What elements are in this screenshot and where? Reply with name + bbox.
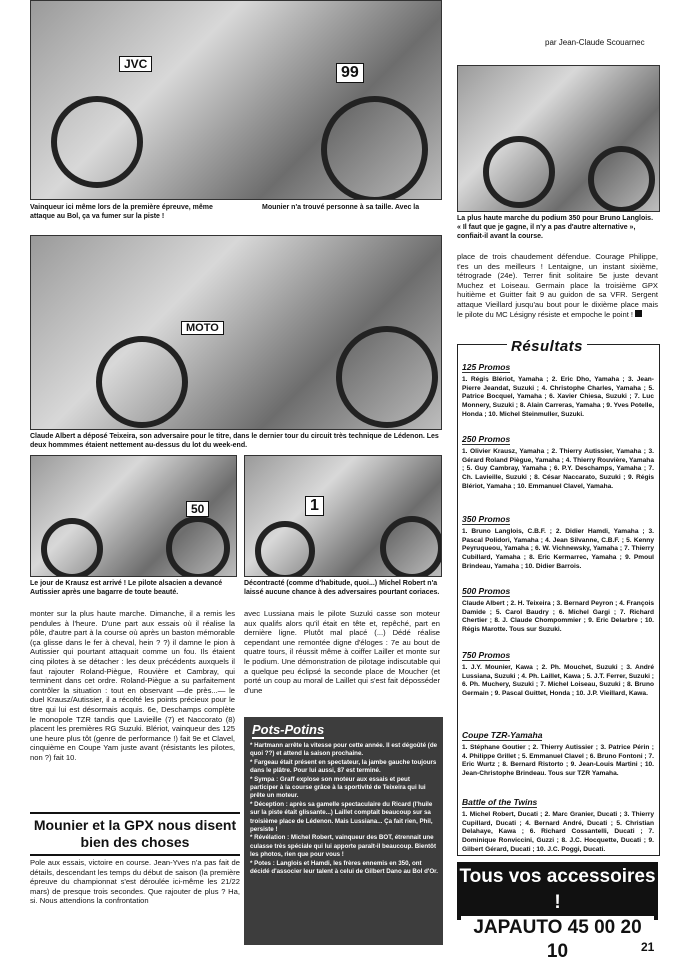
body-right-text: place de trois chaudement défendue. Courage Philippe, t'es un des meilleurs ! Lentaigne, un instant sixième, tétrograde (24e). Terrer finit solitaire 5e juste devant Muchez et Loiseau. Germain place la troisième GPX huitième et Guitter fait 9 au guidon de sa VFR. Sergent attaque Vieillard jusqu'au bout pour le dixième place mais le pilote du MC Lésigny résiste et empoche le point ! bbox=[457, 252, 658, 319]
race-plate: 99 bbox=[336, 63, 364, 83]
results-section-head bbox=[462, 650, 652, 660]
results-head-250: 250 Promos bbox=[462, 434, 511, 444]
wheel-front bbox=[483, 136, 555, 208]
results-head-750: 750 Promos bbox=[462, 650, 511, 660]
wheel-rear bbox=[336, 326, 438, 428]
wheel-front bbox=[41, 518, 103, 577]
body-mid-col: avec Lussiana mais le pilote Suzuki casse son moteur aux qualifs alors qu'il était en tête et, repêché, part en dernière ligne. Plutôt mal placé (...) Dédé réalise cependant une remontée digne d'éloges : 7e au bout de quatre tours, il réussit même à coiffer Lailler et monte sur le podium. Une démonstration de pilotage indiscutable qui a quelque peu éclipsé la seconde place de Moucher (et porté un coup au moral de Laillet qui s'est fait déposséder d'une bbox=[244, 609, 440, 695]
photo-top-right bbox=[457, 65, 660, 212]
page-number: 21 bbox=[641, 940, 655, 954]
author-byline: par Jean-Claude Scouarnec bbox=[545, 38, 645, 47]
results-section-head bbox=[462, 730, 652, 740]
caption-center: Claude Albert a déposé Teixeira, son adversaire pour le titre, dans le dernier tour du circuit très technique de Lédenon. Les deux hommmes étaient nettement au-dessus du lot du week-end. bbox=[30, 433, 439, 449]
results-head-500: 500 Promos bbox=[462, 586, 511, 596]
race-plate: 50 bbox=[186, 501, 209, 517]
results-section-text: 1. Bruno Langlois, C.B.F. ; 2. Didier Hamdi, Yamaha ; 3. Pascal Polidori, Yamaha ; 4. Jean Silvanne, C.B.F. ; 5. Kenny Peyruqueou, Yamaha ; 6. W. Vichnewsky, Yamaha ; 7. Thierry Cubillard, Yamaha ; 8. Eric Kermarrec, Yamaha ; 9. Pmoul Brindeau, Yamaha ; 10. Didier Barrois. bbox=[462, 528, 654, 570]
caption-bottom-right: Décontracté (comme d'habitude, quoi...) Michel Robert n'a laissé aucune chance à des adversaires pourtant coriaces. bbox=[244, 580, 440, 596]
body-left-col: monter sur la plus haute marche. Dimanche, il a remis les pendules à l'heure. D'une part aux essais où il réalise la pôle, d'autre part à la course où après un baston mémorable (ça glisse dans le fer à cheval, hein ? ?) il damne le pion à Autissier qui pourtant attaquait comme un fou. Ils étaient cinq pilotes à se détacher : les deux précédents auxquels il faut rajouter Roland-Piègue, Rouvière et Cambray, qui terminent dans cet ordre. Roland-Piègue a su parfaitement contrôler la situation : tout en observant —de près...— le duel Krausz/Autissier, il a récolté les points précieux pour le titre qui lui est désormais acquis. 6e, Deschamps complète le monopole TZR tandis que Lavieille (7) et Naccorato (8) placent les premières RG Suzuki. Blériot, vainqueur des 125 une heure plus tôt (genre de performance !) fait 9e et Clavel, cinquième en Coupe Yam juste avant (résistants les pilotes, non ?) fait 10. bbox=[30, 609, 235, 762]
pots-item: * Hartmann arrête la vitesse pour cette année. Il est dégoûté (de quoi ??) et attend la saison prochaine. bbox=[250, 742, 438, 758]
pots-potins-title: Pots-Potins bbox=[252, 722, 325, 737]
results-head-350: 350 Promos bbox=[462, 514, 511, 524]
section-heading-gpx: Mounier et la GPX nous disent bien des choses bbox=[30, 812, 240, 856]
wheel-rear bbox=[380, 516, 442, 577]
wheel-rear bbox=[588, 146, 655, 212]
end-mark bbox=[635, 310, 642, 317]
results-section-text: 1. Michel Robert, Ducati ; 2. Marc Granier, Ducati ; 3. Thierry Cupillard, Ducati ; 4. Bernard André, Ducati ; 5. Christian Delahaye, Kawa ; 6. Richard Cossantelli, Ducati ; 7. Dominique Ronviccini, Guzzi ; 8. J.C. Hocquette, Ducati ; 9. Gilbert Gérard, Ducati ; 10. J.C. Poggi, Ducati. bbox=[462, 811, 654, 853]
body-gpx: Pole aux essais, victoire en course. Jean-Yves n'a pas fait de détails, descendant les temps du début de saison (la première épreuve du championnat s'est déroulée ici-même les 21/22 mars) de presque trois secondes. Que rajouter de plus ? Ha, si. Nous attendions la confrontation bbox=[30, 858, 240, 906]
caption-bottom-left: Le jour de Krausz est arrivé ! Le pilote alsacien a devancé Autissier après une bagarre de toute beauté. bbox=[30, 580, 223, 596]
ad-line-2: JAPAUTO 45 00 20 10 bbox=[461, 916, 654, 964]
body-right-col bbox=[457, 252, 658, 319]
wheel-front bbox=[255, 521, 315, 577]
results-head-tzr: Coupe TZR-Yamaha bbox=[462, 730, 543, 740]
results-head-twins: Battle of the Twins bbox=[462, 797, 538, 807]
results-section-head bbox=[462, 586, 652, 596]
pots-item: * Déception : après sa gamelle spectaculaire du Ricard (l'huile sur la piste était glissante...) Laillet comptait beaucoup sur sa troisième place de Lédenon. Mais Lussiana... Ça fait rien, Phil, persiste ! bbox=[250, 800, 433, 834]
photo-bottom-left bbox=[30, 455, 237, 577]
results-section-head bbox=[462, 362, 652, 372]
ad-line-1: Tous vos accessoires ! bbox=[459, 866, 656, 913]
race-plate: 1 bbox=[305, 496, 324, 516]
pots-item: * Sympa : Graff explose son moteur aux essais et peut participer à la course grâce à la sportivité de Teixeira qui lui prête un moteur. bbox=[250, 775, 426, 800]
wheel-front bbox=[96, 336, 188, 428]
wheel-rear bbox=[321, 96, 428, 200]
photo-top-left bbox=[30, 0, 442, 200]
results-section-text: 1. J.Y. Mounier, Kawa ; 2. Ph. Mouchet, Suzuki ; 3. André Lussiana, Suzuki ; 4. Ph. Laillet, Kawa ; 5. J.T. Ferrer, Suzuki ; 6. Ph. Muchery, Suzuki ; 7. Michel Loiseau, Suzuki ; 8. Bruno Germain ; 9. Pascal Guittet, Honda ; 10. J.P. Vieillard, Kawa. bbox=[462, 664, 655, 698]
results-section-head bbox=[462, 434, 652, 444]
caption-top-mid: Mounier n'a trouvé personne à sa taille. Avec la bbox=[262, 204, 420, 211]
pots-potins-text bbox=[250, 742, 438, 877]
results-section-text: 1. Stéphane Goutier ; 2. Thierry Autissier ; 3. Patrice Périn ; 4. Philippe Grillet ; 5. Emmanuel Clavel ; 6. Bruno Fontoni ; 7. Eric Wurtz ; 8. Bernard Ristorto ; 9. Jean-Louis Martini ; 10. Jean-Christophe Brindeau. Tous sur TZR Yamaha. bbox=[462, 744, 654, 778]
results-section-text: Claude Albert ; 2. H. Teixeira ; 3. Bernard Peyron ; 4. François Damide ; 5. Carol Baudry ; 6. Michel Gargi ; 7. Richard Chertier ; 8. J. Claude Chompommier ; 9. Eric Delarbre ; 10. Régis Marotte. Tous sur Suzuki. bbox=[462, 600, 655, 634]
pots-item: * Fargeau était présent en spectateur, la jambe gauche toujours dans le plâtre. Pour lui aussi, 87 est terminé. bbox=[250, 758, 437, 775]
caption-top-left: Vainqueur ici même lors de la première épreuve, même attaque au Bol, ça va fumer sur la piste ! bbox=[30, 204, 213, 220]
caption-top-right: La plus haute marche du podium 350 pour Bruno Langlois. « Il faut que je gagne, il n'y a pas d'autre alternative », confiait-il avant la course. bbox=[457, 215, 654, 240]
photo-center bbox=[30, 235, 442, 430]
sponsor-logo: JVC bbox=[119, 56, 152, 72]
pots-item: * Révélation : Michel Robert, vainqueur des BOT, étrennait une culasse très spéciale qui lui apporte paraît-il beaucoup. Bientôt les photos, rien que pour vous ! bbox=[250, 834, 437, 859]
fairing-logo: MOTO bbox=[181, 321, 224, 335]
results-section-text: 1. Régis Blériot, Yamaha ; 2. Eric Dho, Yamaha ; 3. Jean-Pierre Jeandat, Suzuki ; 4. Christophe Charles, Yamaha ; 5. Patrice Bocquel, Yamaha ; 6. Xavier Chiesa, Suzuki ; 7. Luc Monnery, Suzuki ; 8. Alain Carreras, Yamaha ; 9. Yves Potelle, Honda ; 10. Michel Steinmuller, Suzuki. bbox=[462, 376, 654, 418]
results-section-head bbox=[462, 797, 652, 807]
results-title: Résultats bbox=[507, 338, 587, 355]
results-section-text: 1. Olivier Krausz, Yamaha ; 2. Thierry Autissier, Yamaha ; 3. Gérard Roland Piègue, Yamaha ; 4. Thierry Rouvière, Yamaha ; 5. Guy Cambray, Yamaha ; 6. P.Y. Deschamps, Yamaha ; 7. Ch. Lavieille, Suzuki ; 8. César Naccarato, Suzuki ; 9. Régis Blériot, Yamaha ; 10. Emmanuel Clavel, Yamaha. bbox=[462, 448, 654, 490]
results-head-125: 125 Promos bbox=[462, 362, 511, 372]
wheel-front bbox=[51, 96, 143, 188]
pots-item: * Potes : Langlois et Hamdi, les frères ennemis en 350, ont décidé d'associer leur talent à celui de Gilbert Dano au Bol d'Or. bbox=[250, 859, 438, 876]
photo-bottom-right bbox=[244, 455, 442, 577]
wheel-rear bbox=[166, 516, 230, 577]
results-section-head bbox=[462, 514, 652, 524]
